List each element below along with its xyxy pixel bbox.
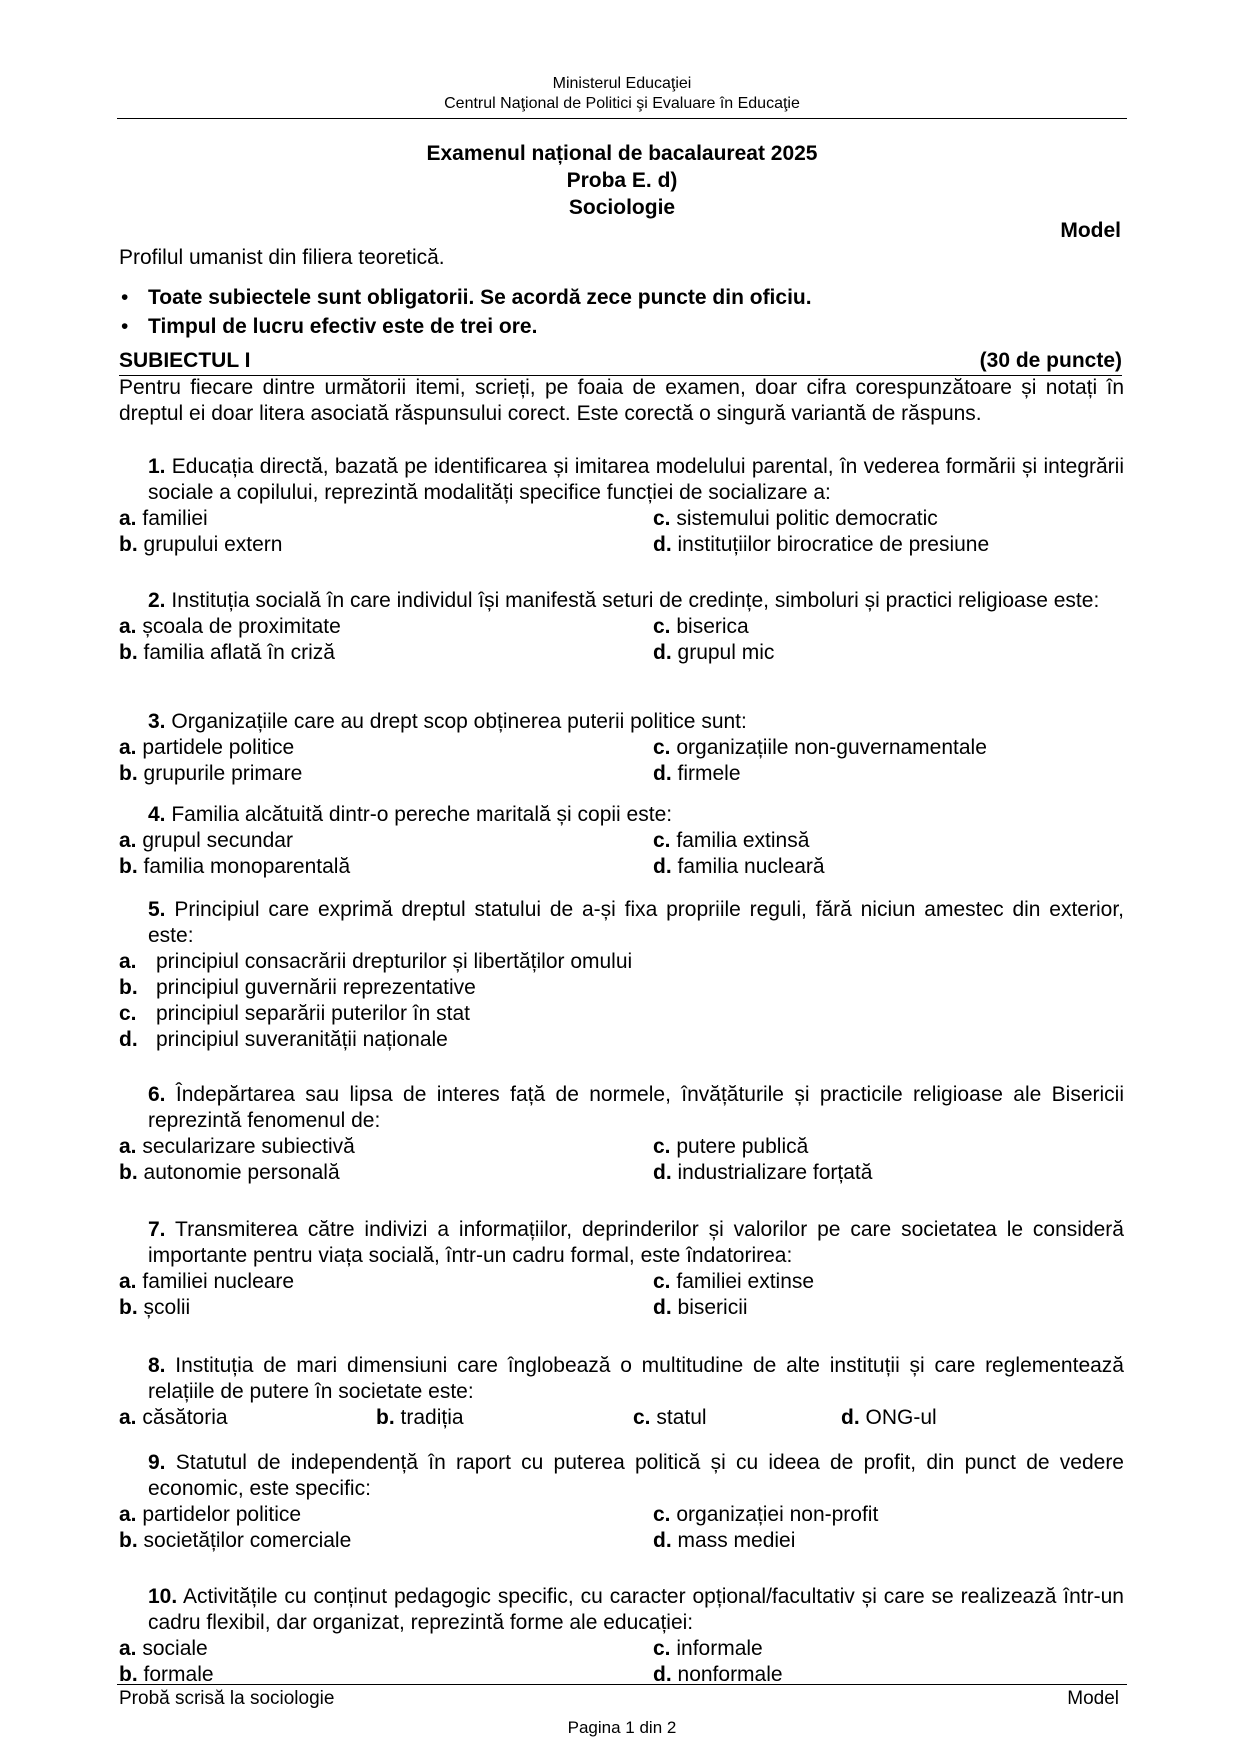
subiect-points: (30 de puncte) xyxy=(979,349,1122,372)
ministry-name: Ministerul Educaţiei xyxy=(552,75,692,92)
option-b: b. principiul guvernării reprezentative xyxy=(119,976,476,999)
option-b: b. grupurile primare xyxy=(119,762,303,785)
option-a: a. secularizare subiectivă xyxy=(119,1135,355,1158)
bullet-icon: • xyxy=(121,286,129,309)
option-b: b. tradiția xyxy=(376,1406,464,1429)
exam-titles xyxy=(117,140,1127,221)
question-2 xyxy=(119,588,1124,666)
question-text: Familia alcătuită dintr-o pereche maritală și copii este: xyxy=(171,803,673,826)
model-label: Model xyxy=(1060,219,1121,242)
question-number: 4. xyxy=(148,803,166,826)
option-d: d. instituțiilor birocratice de presiune xyxy=(653,533,990,556)
question-text: Organizațiile care au drept scop obținerea puterii politice sunt: xyxy=(171,710,747,733)
option-c: c. sistemului politic democratic xyxy=(653,507,938,530)
option-c: c. statul xyxy=(633,1406,707,1429)
question-6 xyxy=(119,1082,1124,1186)
option-d: d. industrializare forțată xyxy=(653,1161,873,1184)
profile-text: Profilul umanist din filiera teoretică. xyxy=(119,246,445,269)
option-b: b. societăților comerciale xyxy=(119,1529,352,1552)
question-7 xyxy=(119,1217,1124,1321)
option-b: b. școlii xyxy=(119,1296,191,1319)
option-c: c. principiul separării puterilor în stat xyxy=(119,1002,470,1025)
instructions: Pentru fiecare dintre următorii itemi, scrieți, pe foaia de examen, doar cifra corespunzătoare și notați în dreptul ei doar litera asociată răspunsului corect. Este corectă o singură variantă de răspuns. xyxy=(119,376,1124,425)
question-5 xyxy=(119,897,1124,1053)
question-text: Transmiterea către indivizi a informațiilor, deprinderilor și valorilor pe care societatea le consideră importante pentru viața socială, într-un cadru formal, este îndatorirea: xyxy=(148,1218,1124,1267)
question-number: 8. xyxy=(148,1354,166,1377)
footer-divider xyxy=(117,1684,1127,1685)
option-c: c. familiei extinse xyxy=(653,1270,815,1293)
option-a: a. partidele politice xyxy=(119,736,295,759)
option-d: d. ONG-ul xyxy=(841,1406,937,1429)
option-d: d. mass mediei xyxy=(653,1529,796,1552)
option-b: b. autonomie personală xyxy=(119,1161,340,1184)
subject-title: Sociologie xyxy=(568,196,676,219)
option-d: d. nonformale xyxy=(653,1663,783,1686)
question-text: Principiul care exprimă dreptul statului de a-și fixa propriile reguli, fără niciun amestec din exterior, este: xyxy=(148,898,1124,947)
option-b: b. formale xyxy=(119,1663,214,1686)
subiect-name: SUBIECTUL I xyxy=(119,349,251,372)
question-text: Activitățile cu conținut pedagogic specific, cu caracter opțional/facultativ și care se realizează într-un cadru flexibil, dar organizat, reprezintă forme ale educației: xyxy=(148,1585,1124,1634)
footer-left: Probă scrisă la sociologie xyxy=(119,1688,335,1709)
question-text: Instituția socială în care individul își manifestă seturi de credințe, simboluri și practici religioase este: xyxy=(171,589,1100,612)
question-text: Instituția de mari dimensiuni care înglobează o multitudine de alte instituții și care reglementează relațiile de putere în societate este: xyxy=(148,1354,1124,1403)
option-c: c. familia extinsă xyxy=(653,829,810,852)
option-b: b. grupului extern xyxy=(119,533,283,556)
footer-right: Model xyxy=(1067,1688,1119,1709)
option-d: d. firmele xyxy=(653,762,741,785)
question-text: Statutul de independență în raport cu puterea politică și cu ideea de profit, din punct de vedere economic, este specific: xyxy=(148,1451,1124,1500)
option-d: d. principiul suveranității naționale xyxy=(119,1028,448,1051)
option-d: d. familia nucleară xyxy=(653,855,825,878)
option-c: c. putere publică xyxy=(653,1135,809,1158)
exam-title: Examenul național de bacalaureat 2025 xyxy=(426,142,818,165)
rule-item: • Timpul de lucru efectiv este de trei ore. xyxy=(117,312,812,341)
option-a: a. familiei nucleare xyxy=(119,1270,295,1293)
exam-page xyxy=(117,0,1127,1755)
page-number: Pagina 1 din 2 xyxy=(567,1718,677,1737)
option-a: a. sociale xyxy=(119,1637,208,1660)
question-number: 3. xyxy=(148,710,166,733)
option-c: c. organizației non-profit xyxy=(653,1503,879,1526)
header-divider xyxy=(117,118,1127,119)
bullet-icon: • xyxy=(121,315,129,338)
question-number: 6. xyxy=(148,1083,166,1106)
option-a: a. școala de proximitate xyxy=(119,615,341,638)
question-8 xyxy=(119,1353,1124,1431)
option-a: a. familiei xyxy=(119,507,208,530)
question-number: 5. xyxy=(148,898,166,921)
question-number: 1. xyxy=(148,455,166,478)
option-c: c. organizațiile non-guvernamentale xyxy=(653,736,987,759)
option-a: a. grupul secundar xyxy=(119,829,293,852)
question-10 xyxy=(119,1584,1124,1688)
page-header xyxy=(117,74,1127,114)
question-4 xyxy=(119,802,1124,880)
question-number: 10. xyxy=(148,1585,178,1608)
option-a: a. principiul consacrării drepturilor și libertăților omului xyxy=(119,950,633,973)
question-number: 7. xyxy=(148,1218,166,1241)
option-c: c. biserica xyxy=(653,615,749,638)
question-text: Educația directă, bazată pe identificarea și imitarea modelului parental, în vederea formării și integrării sociale a copilului, reprezintă modalități specifice funcției de socializare a: xyxy=(148,455,1124,504)
question-number: 9. xyxy=(148,1451,166,1474)
subiect-heading xyxy=(119,349,1122,376)
rule-item: • Toate subiectele sunt obligatorii. Se acordă zece puncte din oficiu. xyxy=(117,283,812,312)
option-a: a. partidelor politice xyxy=(119,1503,302,1526)
option-c: c. informale xyxy=(653,1637,763,1660)
question-9 xyxy=(119,1450,1124,1554)
center-name: Centrul Naţional de Politici şi Evaluare în Educaţie xyxy=(444,95,800,112)
proba-title: Proba E. d) xyxy=(566,169,678,192)
option-d: d. bisericii xyxy=(653,1296,748,1319)
rules-list xyxy=(117,283,812,341)
question-1 xyxy=(119,454,1124,558)
question-text: Îndepărtarea sau lipsa de interes față de normele, învățăturile și practicile religioase ale Bisericii reprezintă fenomenul de: xyxy=(148,1083,1124,1132)
option-a: a. căsătoria xyxy=(119,1406,228,1429)
option-d: d. grupul mic xyxy=(653,641,775,664)
option-b: b. familia aflată în criză xyxy=(119,641,335,664)
question-number: 2. xyxy=(148,589,166,612)
question-3 xyxy=(119,709,1124,787)
option-b: b. familia monoparentală xyxy=(119,855,351,878)
